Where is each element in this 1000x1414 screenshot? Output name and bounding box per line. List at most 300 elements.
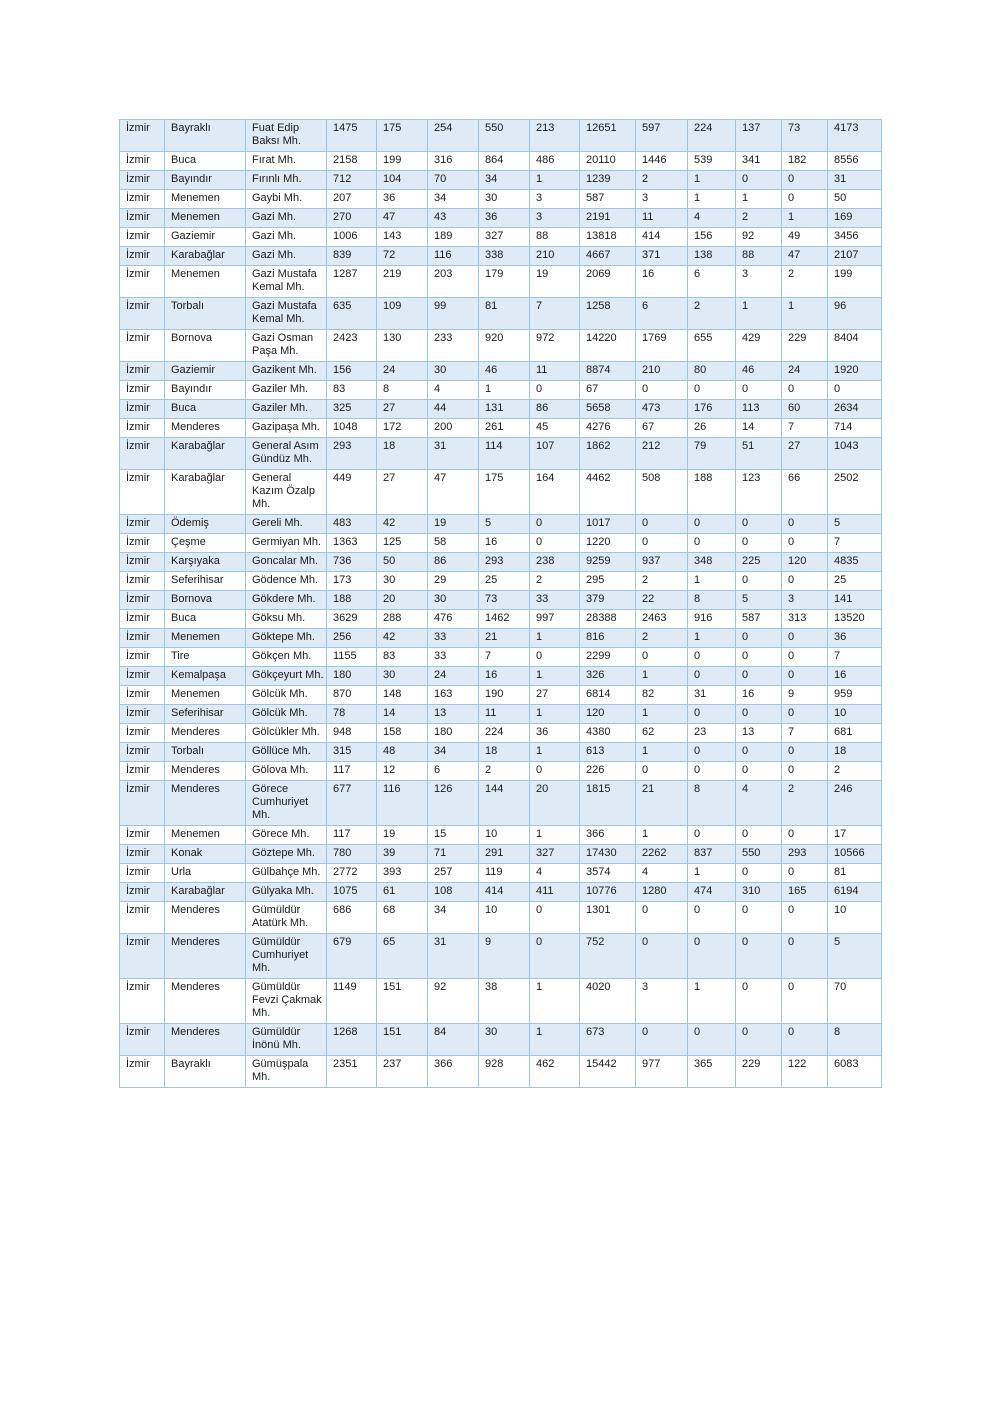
cell-value-8: 539 [688, 152, 736, 171]
cell-value-10: 0 [782, 190, 828, 209]
cell-value-11: 16 [828, 667, 882, 686]
table-row [120, 330, 882, 362]
cell-value-3: 180 [428, 724, 479, 743]
cell-district: Menderes [165, 762, 246, 781]
cell-district: Menderes [165, 724, 246, 743]
cell-value-2: 14 [377, 705, 428, 724]
cell-value-6: 14220 [580, 330, 636, 362]
cell-district: Konak [165, 845, 246, 864]
cell-value-10: 24 [782, 362, 828, 381]
cell-value-3: 24 [428, 667, 479, 686]
cell-value-8: 79 [688, 438, 736, 470]
cell-district: Gaziemir [165, 228, 246, 247]
cell-value-3: 29 [428, 572, 479, 591]
cell-value-5: 0 [530, 934, 580, 979]
cell-value-2: 20 [377, 591, 428, 610]
cell-value-10: 0 [782, 902, 828, 934]
cell-value-7: 0 [636, 762, 688, 781]
cell-district: Bayraklı [165, 120, 246, 152]
cell-value-8: 0 [688, 1024, 736, 1056]
cell-value-11: 7 [828, 534, 882, 553]
table-row [120, 438, 882, 470]
cell-value-7: 11 [636, 209, 688, 228]
cell-value-2: 143 [377, 228, 428, 247]
cell-value-2: 27 [377, 470, 428, 515]
cell-value-2: 116 [377, 781, 428, 826]
cell-value-4: 30 [479, 1024, 530, 1056]
cell-value-7: 6 [636, 298, 688, 330]
cell-district: Bornova [165, 591, 246, 610]
cell-value-5: 3 [530, 209, 580, 228]
cell-value-4: 119 [479, 864, 530, 883]
cell-neighborhood: Gölova Mh. [246, 762, 327, 781]
cell-province: İzmir [120, 171, 165, 190]
cell-value-10: 0 [782, 515, 828, 534]
cell-value-11: 18 [828, 743, 882, 762]
table-row [120, 883, 882, 902]
cell-neighborhood: Gazi Mh. [246, 228, 327, 247]
cell-value-1: 117 [327, 826, 377, 845]
cell-value-9: 0 [736, 864, 782, 883]
cell-value-1: 1149 [327, 979, 377, 1024]
cell-district: Kemalpaşa [165, 667, 246, 686]
cell-value-1: 1155 [327, 648, 377, 667]
cell-value-6: 326 [580, 667, 636, 686]
cell-value-1: 870 [327, 686, 377, 705]
cell-value-2: 172 [377, 419, 428, 438]
cell-value-2: 24 [377, 362, 428, 381]
cell-value-2: 42 [377, 515, 428, 534]
cell-province: İzmir [120, 724, 165, 743]
cell-district: Karşıyaka [165, 553, 246, 572]
cell-value-7: 210 [636, 362, 688, 381]
cell-value-5: 107 [530, 438, 580, 470]
cell-value-8: 1 [688, 171, 736, 190]
cell-value-11: 8 [828, 1024, 882, 1056]
cell-value-5: 411 [530, 883, 580, 902]
cell-value-4: 46 [479, 362, 530, 381]
cell-value-7: 16 [636, 266, 688, 298]
cell-value-9: 0 [736, 534, 782, 553]
cell-value-1: 256 [327, 629, 377, 648]
cell-value-10: 7 [782, 724, 828, 743]
cell-neighborhood: Görece Cumhuriyet Mh. [246, 781, 327, 826]
cell-value-6: 1815 [580, 781, 636, 826]
cell-value-5: 1 [530, 705, 580, 724]
cell-value-2: 151 [377, 979, 428, 1024]
cell-value-3: 108 [428, 883, 479, 902]
cell-value-5: 1 [530, 667, 580, 686]
cell-neighborhood: Gaziler Mh. [246, 381, 327, 400]
cell-neighborhood: Göktepe Mh. [246, 629, 327, 648]
cell-value-8: 0 [688, 648, 736, 667]
cell-value-8: 6 [688, 266, 736, 298]
cell-value-9: 137 [736, 120, 782, 152]
cell-value-9: 0 [736, 629, 782, 648]
cell-province: İzmir [120, 266, 165, 298]
cell-value-1: 635 [327, 298, 377, 330]
cell-value-4: 7 [479, 648, 530, 667]
cell-value-9: 0 [736, 743, 782, 762]
cell-value-7: 371 [636, 247, 688, 266]
cell-value-4: 16 [479, 534, 530, 553]
cell-value-3: 31 [428, 934, 479, 979]
cell-value-5: 164 [530, 470, 580, 515]
cell-value-4: 73 [479, 591, 530, 610]
cell-neighborhood: Gaybi Mh. [246, 190, 327, 209]
cell-value-8: 0 [688, 381, 736, 400]
cell-province: İzmir [120, 979, 165, 1024]
cell-value-1: 679 [327, 934, 377, 979]
cell-value-7: 508 [636, 470, 688, 515]
cell-value-5: 210 [530, 247, 580, 266]
cell-province: İzmir [120, 705, 165, 724]
cell-value-6: 2191 [580, 209, 636, 228]
cell-province: İzmir [120, 686, 165, 705]
cell-value-7: 414 [636, 228, 688, 247]
cell-value-10: 229 [782, 330, 828, 362]
cell-neighborhood: Göksu Mh. [246, 610, 327, 629]
cell-district: Bayındır [165, 381, 246, 400]
table-row [120, 1056, 882, 1088]
cell-value-9: 0 [736, 515, 782, 534]
cell-value-4: 10 [479, 826, 530, 845]
cell-value-10: 9 [782, 686, 828, 705]
cell-value-2: 237 [377, 1056, 428, 1088]
cell-value-10: 0 [782, 381, 828, 400]
table-row [120, 247, 882, 266]
cell-value-3: 44 [428, 400, 479, 419]
cell-province: İzmir [120, 902, 165, 934]
table-row [120, 400, 882, 419]
cell-neighborhood: Germiyan Mh. [246, 534, 327, 553]
table-row [120, 686, 882, 705]
table-row [120, 152, 882, 171]
cell-value-11: 1043 [828, 438, 882, 470]
cell-value-5: 20 [530, 781, 580, 826]
cell-value-1: 117 [327, 762, 377, 781]
cell-neighborhood: Gülyaka Mh. [246, 883, 327, 902]
cell-value-9: 0 [736, 705, 782, 724]
cell-value-11: 4173 [828, 120, 882, 152]
cell-value-9: 113 [736, 400, 782, 419]
cell-value-5: 33 [530, 591, 580, 610]
cell-value-7: 0 [636, 534, 688, 553]
cell-province: İzmir [120, 667, 165, 686]
cell-value-4: 38 [479, 979, 530, 1024]
cell-district: Seferihisar [165, 705, 246, 724]
cell-value-7: 2 [636, 572, 688, 591]
cell-neighborhood: Gazi Mustafa Kemal Mh. [246, 298, 327, 330]
cell-value-1: 270 [327, 209, 377, 228]
cell-value-7: 1446 [636, 152, 688, 171]
table-row [120, 934, 882, 979]
cell-value-2: 125 [377, 534, 428, 553]
table-row [120, 1024, 882, 1056]
cell-value-11: 6194 [828, 883, 882, 902]
cell-value-11: 96 [828, 298, 882, 330]
cell-value-8: 837 [688, 845, 736, 864]
cell-province: İzmir [120, 572, 165, 591]
cell-value-6: 1301 [580, 902, 636, 934]
cell-value-11: 70 [828, 979, 882, 1024]
cell-value-9: 310 [736, 883, 782, 902]
table-row [120, 610, 882, 629]
cell-neighborhood: General Kazım Özalp Mh. [246, 470, 327, 515]
cell-value-1: 839 [327, 247, 377, 266]
cell-value-3: 34 [428, 190, 479, 209]
cell-neighborhood: Gazi Mh. [246, 209, 327, 228]
cell-value-7: 977 [636, 1056, 688, 1088]
cell-district: Tire [165, 648, 246, 667]
cell-value-11: 36 [828, 629, 882, 648]
cell-value-3: 58 [428, 534, 479, 553]
cell-value-8: 176 [688, 400, 736, 419]
cell-value-10: 0 [782, 762, 828, 781]
cell-value-1: 483 [327, 515, 377, 534]
cell-value-1: 173 [327, 572, 377, 591]
cell-neighborhood: Gökçeyurt Mh. [246, 667, 327, 686]
cell-value-8: 8 [688, 781, 736, 826]
cell-value-8: 80 [688, 362, 736, 381]
cell-value-2: 30 [377, 572, 428, 591]
cell-value-10: 73 [782, 120, 828, 152]
table-body [120, 120, 882, 1088]
cell-value-1: 83 [327, 381, 377, 400]
cell-value-5: 0 [530, 534, 580, 553]
cell-value-10: 0 [782, 864, 828, 883]
cell-value-1: 207 [327, 190, 377, 209]
cell-value-10: 0 [782, 171, 828, 190]
cell-province: İzmir [120, 1024, 165, 1056]
cell-value-2: 27 [377, 400, 428, 419]
cell-value-4: 9 [479, 934, 530, 979]
cell-value-1: 449 [327, 470, 377, 515]
table-row [120, 826, 882, 845]
cell-neighborhood: Gazi Mustafa Kemal Mh. [246, 266, 327, 298]
cell-value-6: 4667 [580, 247, 636, 266]
cell-value-3: 34 [428, 743, 479, 762]
cell-value-1: 736 [327, 553, 377, 572]
cell-value-2: 72 [377, 247, 428, 266]
cell-value-1: 2158 [327, 152, 377, 171]
cell-value-3: 476 [428, 610, 479, 629]
cell-neighborhood: Göztepe Mh. [246, 845, 327, 864]
cell-value-4: 36 [479, 209, 530, 228]
cell-province: İzmir [120, 781, 165, 826]
cell-value-6: 295 [580, 572, 636, 591]
cell-value-6: 13818 [580, 228, 636, 247]
cell-value-8: 8 [688, 591, 736, 610]
cell-value-11: 199 [828, 266, 882, 298]
table-row [120, 266, 882, 298]
cell-district: Buca [165, 400, 246, 419]
cell-value-10: 165 [782, 883, 828, 902]
cell-value-4: 16 [479, 667, 530, 686]
cell-value-7: 212 [636, 438, 688, 470]
cell-value-9: 46 [736, 362, 782, 381]
cell-value-9: 587 [736, 610, 782, 629]
cell-value-3: 13 [428, 705, 479, 724]
cell-value-2: 151 [377, 1024, 428, 1056]
cell-value-7: 3 [636, 979, 688, 1024]
cell-value-11: 4835 [828, 553, 882, 572]
cell-value-4: 1462 [479, 610, 530, 629]
cell-province: İzmir [120, 629, 165, 648]
cell-value-4: 30 [479, 190, 530, 209]
cell-value-5: 2 [530, 572, 580, 591]
cell-value-4: 34 [479, 171, 530, 190]
cell-value-1: 325 [327, 400, 377, 419]
cell-value-2: 12 [377, 762, 428, 781]
cell-district: Urla [165, 864, 246, 883]
cell-province: İzmir [120, 190, 165, 209]
cell-province: İzmir [120, 330, 165, 362]
cell-value-8: 0 [688, 667, 736, 686]
cell-neighborhood: Gödence Mh. [246, 572, 327, 591]
cell-value-2: 175 [377, 120, 428, 152]
cell-neighborhood: Gereli Mh. [246, 515, 327, 534]
cell-value-9: 16 [736, 686, 782, 705]
cell-value-2: 65 [377, 934, 428, 979]
cell-value-7: 4 [636, 864, 688, 883]
cell-value-3: 200 [428, 419, 479, 438]
cell-value-10: 0 [782, 743, 828, 762]
cell-value-8: 365 [688, 1056, 736, 1088]
cell-value-4: 414 [479, 883, 530, 902]
cell-value-11: 2634 [828, 400, 882, 419]
table-row [120, 572, 882, 591]
cell-neighborhood: Gökçen Mh. [246, 648, 327, 667]
cell-value-10: 122 [782, 1056, 828, 1088]
cell-value-4: 864 [479, 152, 530, 171]
cell-value-10: 7 [782, 419, 828, 438]
cell-value-5: 86 [530, 400, 580, 419]
cell-value-6: 613 [580, 743, 636, 762]
cell-value-4: 25 [479, 572, 530, 591]
cell-value-4: 11 [479, 705, 530, 724]
cell-value-3: 33 [428, 648, 479, 667]
cell-value-4: 550 [479, 120, 530, 152]
cell-value-3: 43 [428, 209, 479, 228]
cell-district: Bayraklı [165, 1056, 246, 1088]
cell-value-4: 2 [479, 762, 530, 781]
cell-district: Buca [165, 152, 246, 171]
cell-value-5: 7 [530, 298, 580, 330]
cell-value-10: 313 [782, 610, 828, 629]
table-row [120, 902, 882, 934]
cell-value-1: 293 [327, 438, 377, 470]
cell-value-6: 20110 [580, 152, 636, 171]
cell-value-3: 34 [428, 902, 479, 934]
cell-value-8: 26 [688, 419, 736, 438]
cell-value-11: 2 [828, 762, 882, 781]
cell-value-4: 261 [479, 419, 530, 438]
cell-value-2: 68 [377, 902, 428, 934]
cell-value-9: 0 [736, 171, 782, 190]
cell-district: Karabağlar [165, 883, 246, 902]
table-row [120, 228, 882, 247]
cell-value-11: 50 [828, 190, 882, 209]
cell-value-3: 31 [428, 438, 479, 470]
cell-value-1: 1363 [327, 534, 377, 553]
cell-province: İzmir [120, 400, 165, 419]
cell-value-5: 213 [530, 120, 580, 152]
cell-value-9: 0 [736, 979, 782, 1024]
cell-district: Karabağlar [165, 438, 246, 470]
cell-value-2: 158 [377, 724, 428, 743]
cell-value-8: 138 [688, 247, 736, 266]
cell-value-9: 14 [736, 419, 782, 438]
table-row [120, 648, 882, 667]
cell-value-10: 0 [782, 934, 828, 979]
cell-district: Menemen [165, 266, 246, 298]
cell-value-3: 257 [428, 864, 479, 883]
cell-value-10: 293 [782, 845, 828, 864]
cell-value-9: 0 [736, 826, 782, 845]
cell-value-6: 4276 [580, 419, 636, 438]
cell-value-1: 677 [327, 781, 377, 826]
cell-neighborhood: Gümüldür Cumhuriyet Mh. [246, 934, 327, 979]
cell-neighborhood: Gökdere Mh. [246, 591, 327, 610]
cell-value-2: 288 [377, 610, 428, 629]
cell-value-4: 179 [479, 266, 530, 298]
cell-value-3: 126 [428, 781, 479, 826]
cell-value-3: 15 [428, 826, 479, 845]
cell-value-7: 2262 [636, 845, 688, 864]
cell-value-11: 8556 [828, 152, 882, 171]
cell-value-8: 0 [688, 902, 736, 934]
cell-district: Menemen [165, 686, 246, 705]
cell-value-2: 109 [377, 298, 428, 330]
table-row [120, 120, 882, 152]
cell-value-8: 1 [688, 572, 736, 591]
cell-value-11: 2107 [828, 247, 882, 266]
cell-value-2: 61 [377, 883, 428, 902]
table-row [120, 381, 882, 400]
cell-value-9: 92 [736, 228, 782, 247]
cell-province: İzmir [120, 534, 165, 553]
cell-province: İzmir [120, 648, 165, 667]
cell-value-10: 0 [782, 667, 828, 686]
cell-value-5: 0 [530, 381, 580, 400]
cell-value-6: 4462 [580, 470, 636, 515]
cell-value-5: 3 [530, 190, 580, 209]
cell-value-2: 8 [377, 381, 428, 400]
cell-province: İzmir [120, 1056, 165, 1088]
table-row [120, 591, 882, 610]
cell-value-3: 6 [428, 762, 479, 781]
cell-value-2: 30 [377, 667, 428, 686]
cell-value-3: 366 [428, 1056, 479, 1088]
cell-province: İzmir [120, 120, 165, 152]
cell-value-3: 19 [428, 515, 479, 534]
cell-neighborhood: Gazikent Mh. [246, 362, 327, 381]
cell-value-8: 4 [688, 209, 736, 228]
cell-value-8: 0 [688, 534, 736, 553]
cell-province: İzmir [120, 515, 165, 534]
cell-value-9: 88 [736, 247, 782, 266]
cell-neighborhood: Gümüldür Atatürk Mh. [246, 902, 327, 934]
table-row [120, 629, 882, 648]
cell-province: İzmir [120, 362, 165, 381]
cell-value-2: 42 [377, 629, 428, 648]
table-row [120, 705, 882, 724]
cell-value-11: 959 [828, 686, 882, 705]
cell-value-4: 5 [479, 515, 530, 534]
cell-value-11: 246 [828, 781, 882, 826]
cell-value-4: 1 [479, 381, 530, 400]
